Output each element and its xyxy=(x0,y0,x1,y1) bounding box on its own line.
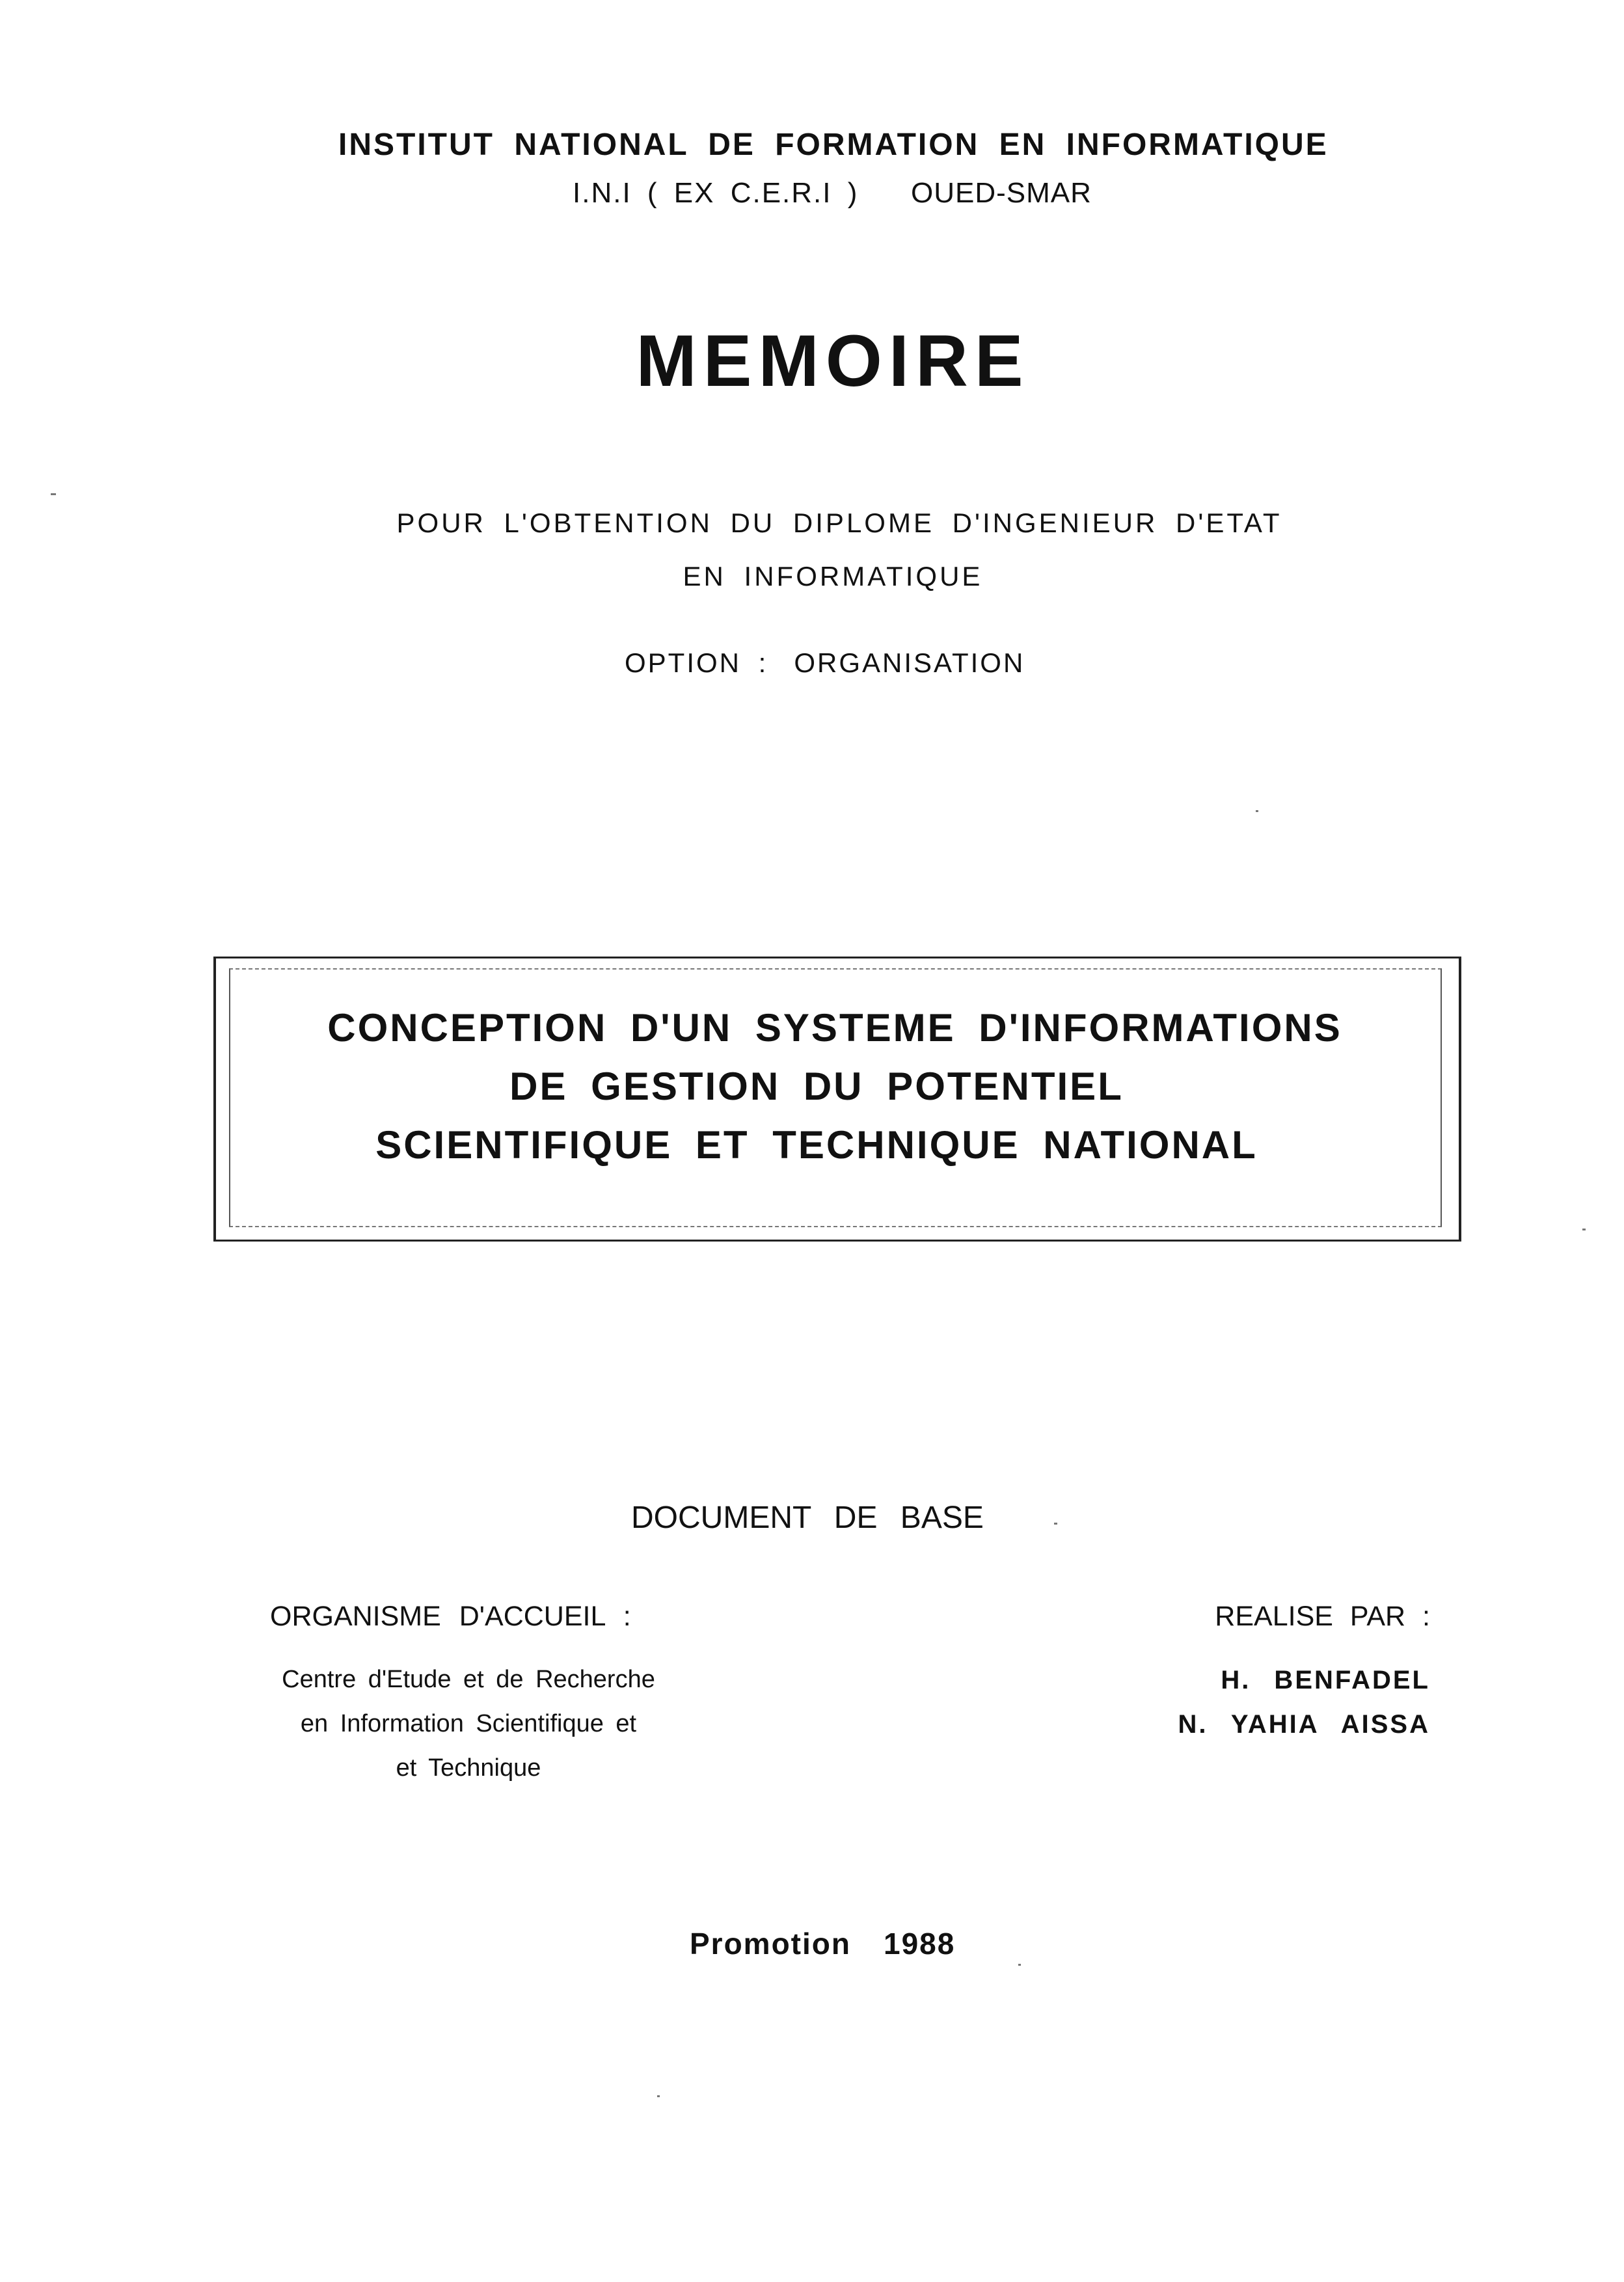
scan-speck xyxy=(1018,1964,1021,1966)
host-organisation-line-3: et Technique xyxy=(396,1754,541,1782)
authors-label: REALISE PAR : xyxy=(1215,1601,1430,1632)
purpose-line-2: EN INFORMATIQUE xyxy=(683,561,983,591)
promotion-label: Promotion xyxy=(690,1927,851,1961)
promotion-year: 1988 xyxy=(883,1927,956,1961)
scan-speck xyxy=(1054,1523,1057,1525)
author-name-2: N. YAHIA AISSA xyxy=(1178,1710,1430,1739)
institute-location: OUED-SMAR xyxy=(911,177,1092,209)
option-line xyxy=(625,647,1025,679)
promotion-line xyxy=(690,1926,955,1961)
scan-speck xyxy=(51,493,56,495)
scan-speck xyxy=(657,2095,660,2097)
scan-speck xyxy=(1582,1229,1586,1230)
title-line-3: SCIENTIFIQUE ET TECHNIQUE NATIONAL xyxy=(375,1123,1258,1167)
option-label: OPTION : xyxy=(625,647,768,678)
option-value: ORGANISATION xyxy=(794,647,1025,678)
document-subtitle: DOCUMENT DE BASE xyxy=(631,1501,984,1535)
scan-speck xyxy=(1256,810,1258,812)
author-name-1: H. BENFADEL xyxy=(1221,1666,1430,1694)
title-line-2: DE GESTION DU POTENTIEL xyxy=(509,1065,1124,1108)
document-type-heading: MEMOIRE xyxy=(636,320,1030,401)
host-organisation-label: ORGANISME D'ACCUEIL : xyxy=(270,1601,631,1632)
institute-acronym: I.N.I ( EX C.E.R.I ) xyxy=(573,177,859,209)
host-organisation-line-2: en Information Scientifique et xyxy=(300,1710,637,1737)
purpose-line-1: POUR L'OBTENTION DU DIPLOME D'INGENIEUR D'ETAT xyxy=(396,508,1282,538)
host-organisation-line-1: Centre d'Etude et de Recherche xyxy=(282,1666,655,1693)
title-line-1: CONCEPTION D'UN SYSTEME D'INFORMATIONS xyxy=(327,1006,1342,1050)
institute-name: INSTITUT NATIONAL DE FORMATION EN INFORMATIQUE xyxy=(338,128,1329,162)
